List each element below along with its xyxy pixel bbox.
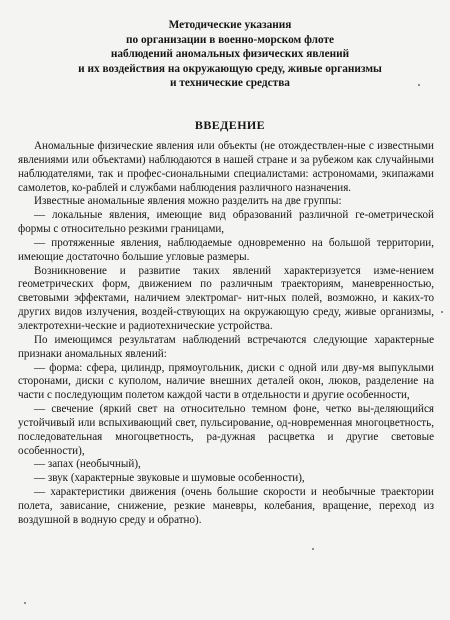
list-item: — протяженные явления, наблюдаемые одновременно на большой территории, имеющие достаточно большие угловые размеры.: [18, 236, 434, 263]
document-title-block: [30, 18, 430, 91]
list-item: — звук (характерные звуковые и шумовые особенности),: [34, 472, 305, 485]
paragraph: Возникновение и развитие таких явлений характеризуется изме-нением геометрических форм, движением по различным траекториям, маневренностью, световыми эффектами, наличием электромаг- нит-ных полей, возможно, и каких-то других видов излучения, воздей-ствующих на окружающую среду, живые организмы, электротехни-ческие и радиотехнические устройства.: [18, 264, 434, 332]
list-item: — запах (необычный),: [34, 458, 141, 471]
paragraph: По имеющимся результатам наблюдений встречаются следующие характерные признаки аномальных явлений:: [18, 333, 434, 360]
paragraph: Аномальные физические явления или объекты (не отождествлен-ные с известными явлениями или объектами) наблюдаются в нашей стране и за рубежом как случайными наблюдателями, так и профес-сиональными специалистами: астрономами, экипажами самолетов, ко-раблей и службами наблюдения различного назначения.: [18, 140, 434, 194]
list-item: — форма: сфера, цилиндр, прямоугольник, диски с одной или дву-мя выпуклыми сторонами, диски с куполом, наличие внешних деталей окон, люков, разделение на части с последующим полетом каждой части в отдельности и другие особенности,: [18, 361, 434, 402]
paragraph: Известные аномальные явления можно разделить на две группы:: [34, 195, 342, 208]
document-title-line: и их воздействия на окружающую среду, живые организмы: [78, 62, 382, 75]
scan-speck: [441, 311, 443, 313]
document-title-line: наблюдений аномальных физических явлений: [110, 48, 350, 60]
list-item: — локальные явления, имеющие вид образований различной ге-ометрической формы с относительно резкими границами,: [18, 209, 434, 236]
document-title-line: Методические указания: [168, 19, 292, 31]
document-body: [18, 140, 434, 528]
document-title-line: и технические средства: [170, 77, 290, 89]
scan-speck: [312, 548, 314, 550]
section-heading: ВВЕДЕНИЕ: [194, 118, 266, 132]
list-item: — характеристики движения (очень большие скорости и необычные траектории полета, зависание, снижение, резкие маневры, колебания, вращение, переход из воздушной в водную среду и обратно).: [18, 486, 434, 526]
scan-speck: [418, 84, 420, 86]
list-item: — свечение (яркий свет на относительно темном фоне, четко вы-деляющийся устойчивый или вспыхивающий свет, пульсирование, од-новременная многоцветность, последовательная многоцветность, ра-дужная расцветка и другие световые особенности),: [18, 403, 434, 457]
scan-speck: [24, 602, 26, 604]
document-title-line: по организации в военно-морском флоте: [125, 33, 335, 46]
